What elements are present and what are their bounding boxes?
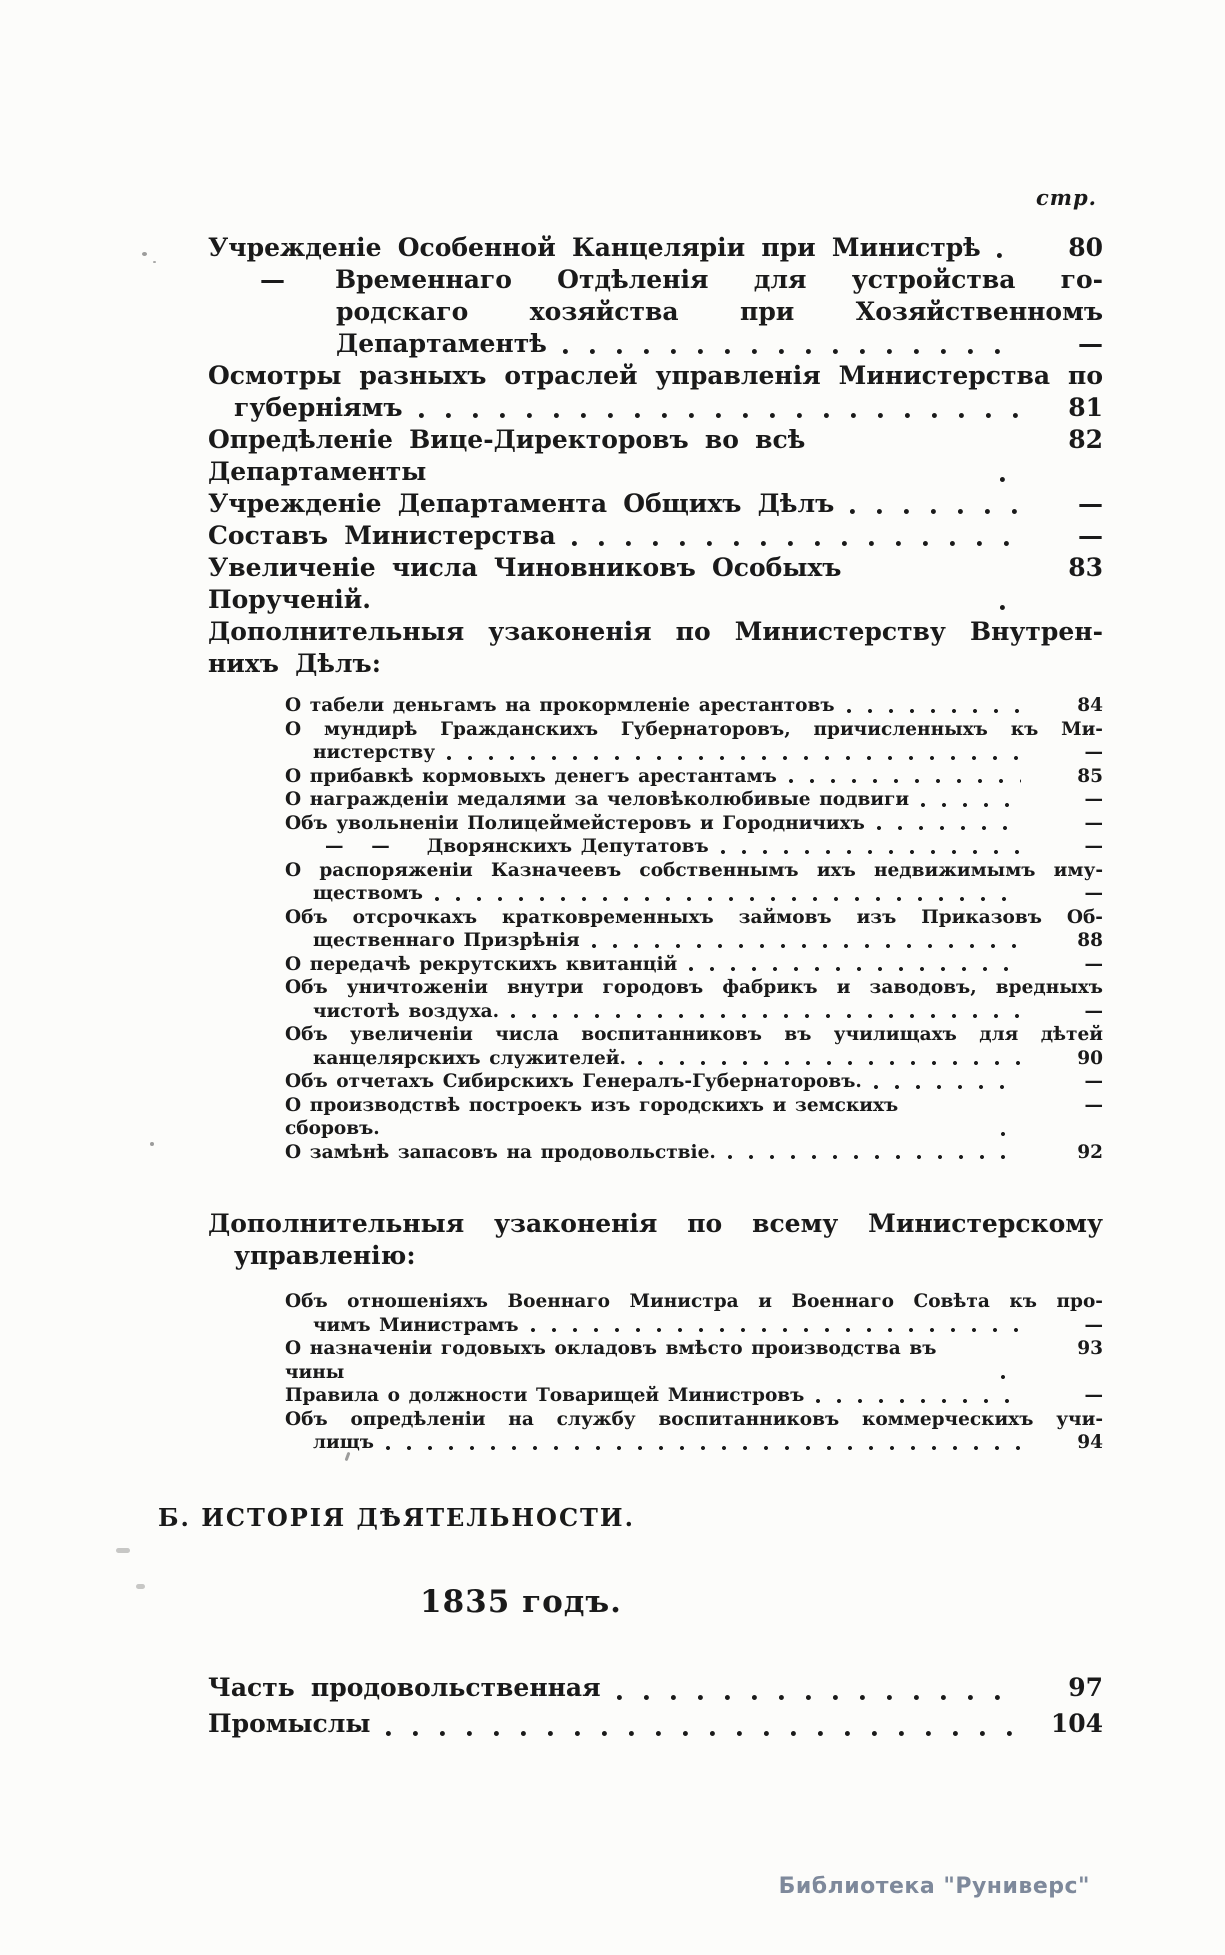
toc-entry	[285, 953, 1103, 977]
toc-main-block-2	[208, 1208, 1103, 1272]
toc-entry-text: чистотѣ воздуха.	[313, 1000, 500, 1022]
dot-leader	[592, 943, 1021, 949]
dot-leader	[511, 1013, 1021, 1019]
toc-entry-text: Объ опредѣленіи на службу воспитанниковъ коммерческихъ учи-	[285, 1408, 1103, 1430]
dot-leader	[721, 849, 1021, 855]
page-number: —	[1084, 812, 1103, 834]
toc-entry	[285, 835, 1103, 859]
toc-entry-line	[208, 296, 1103, 328]
toc-entry-line	[285, 1290, 1103, 1314]
toc-entry-text: нистерству	[313, 742, 436, 763]
toc-entry-text: Объ уничтоженіи внутри городовъ фабрикъ и заводовъ, вредныхъ	[285, 977, 1103, 998]
toc-entry-line	[285, 1023, 1103, 1047]
toc-entry-text: Осмотры разныхъ отраслей управленія Министерства по	[208, 361, 1103, 390]
toc-entry	[208, 520, 1103, 552]
toc-entry-line	[208, 264, 1103, 296]
toc-entry-text: — Временнаго Отдѣленія для устройства го-	[260, 265, 1103, 294]
toc-entry-line	[285, 882, 1103, 906]
page-number: 104	[1050, 1708, 1103, 1738]
toc-entry	[285, 1337, 1103, 1384]
toc-entry-line	[285, 1070, 1103, 1094]
toc-entry-text: родскаго хозяйства при Хозяйственномъ	[336, 297, 1103, 326]
toc-entry	[208, 552, 1103, 616]
page-number: 93	[1077, 1338, 1103, 1359]
page-number: —	[1084, 1314, 1103, 1336]
page-number: 82	[1068, 425, 1103, 454]
dot-leader	[728, 1154, 1021, 1160]
toc-entry-text: О производствѣ построекъ изъ городскихъ и земскихъ сборовъ.	[285, 1094, 907, 1139]
toc-entry	[285, 765, 1103, 789]
toc-entry-line	[285, 788, 1103, 812]
toc-entry	[285, 788, 1103, 812]
toc-entry-text: О мундирѣ Гражданскихъ Губернаторовъ, причисленныхъ къ Ми-	[285, 718, 1103, 740]
dot-leader	[921, 802, 1021, 808]
toc-entry-line	[208, 520, 1103, 552]
page-number: —	[1084, 1000, 1103, 1022]
page-number: 92	[1077, 1141, 1103, 1163]
page-number: —	[1084, 1094, 1103, 1116]
toc-entry-text: Департаментѣ	[336, 329, 547, 358]
toc-entry-text: Дополнительныя узаконенія по всему Министерскому	[208, 1209, 1103, 1238]
toc-entry	[285, 1384, 1103, 1408]
toc-entry-text: губерніямъ	[234, 393, 403, 422]
toc-entry	[208, 488, 1103, 520]
toc-entry-text: щественнаго Призрѣнія	[313, 930, 580, 951]
toc-entry-text: Составъ Министерства	[208, 521, 556, 550]
toc-entry-text: канцелярскихъ служителей.	[313, 1047, 626, 1069]
toc-entry-text: О назначеніи годовыхъ окладовъ вмѣсто производства въ чины	[285, 1338, 946, 1383]
toc-main-block-1	[208, 232, 1103, 680]
page-number: —	[1084, 836, 1103, 857]
toc-entry-line	[285, 1141, 1103, 1165]
toc-entry	[285, 1290, 1103, 1337]
toc-entry-text: О прибавкѣ кормовыхъ денегъ арестантамъ	[285, 765, 777, 787]
dot-leader	[1000, 476, 1019, 483]
toc-entry-line	[208, 552, 1103, 616]
toc-entry-line	[285, 718, 1103, 742]
dot-leader	[689, 966, 1021, 972]
dot-leader	[847, 708, 1021, 714]
dot-leader	[789, 778, 1021, 784]
dot-leader	[531, 1327, 1021, 1333]
dot-leader	[997, 252, 1019, 259]
toc-entry	[285, 694, 1103, 718]
dot-leader	[572, 540, 1019, 547]
dot-leader	[1000, 604, 1019, 611]
toc-entry-text: Объ увольненіи Полицеймейстеровъ и Городничихъ	[285, 812, 865, 834]
toc-entry-line	[208, 1208, 1103, 1240]
toc-entry-text: Увеличеніе числа Чиновниковъ Особыхъ Порученій.	[208, 553, 858, 614]
toc-final-block	[208, 1670, 1103, 1742]
toc-entry	[208, 616, 1103, 680]
dot-leader	[386, 1730, 1019, 1737]
dot-leader	[435, 896, 1021, 902]
toc-entry	[285, 718, 1103, 765]
toc-entry-line	[285, 812, 1103, 836]
toc-entry-line	[285, 1431, 1103, 1455]
toc-entry-text: О табели деньгамъ на прокормленіе арестантовъ	[285, 695, 835, 716]
page-number: 84	[1077, 695, 1103, 716]
toc-entry-text: ществомъ	[313, 883, 423, 904]
scan-speckle	[150, 1142, 154, 1146]
toc-entry-text: О распоряженіи Казначеевъ собственнымъ ихъ недвижимымъ иму-	[285, 859, 1103, 881]
page-number: 85	[1077, 765, 1103, 787]
toc-entry	[285, 906, 1103, 953]
toc-entry	[208, 264, 1103, 360]
toc-entry	[285, 1408, 1103, 1455]
toc-entry-text: О награжденіи медалями за человѣколюбивые подвиги	[285, 789, 910, 810]
page-number: —	[1078, 521, 1103, 550]
page-number: 90	[1077, 1047, 1103, 1069]
toc-entry-line	[208, 616, 1103, 648]
toc-entry-line	[285, 835, 1103, 859]
toc-entry-text: О замѣнѣ запасовъ на продовольствіе.	[285, 1141, 716, 1163]
toc-entry-line	[285, 929, 1103, 953]
library-watermark: Библиотека "Руниверс"	[778, 1874, 1090, 1899]
dot-leader	[386, 1445, 1021, 1451]
toc-entry-text: Дополнительныя узаконенія по Министерству Внутрен-	[208, 617, 1103, 646]
toc-entry-text: Правила о должности Товарищей Министровъ	[285, 1385, 805, 1406]
toc-entry-line	[208, 1240, 1103, 1272]
toc-entry-line	[285, 906, 1103, 930]
toc-entry-text: чимъ Министрамъ	[313, 1314, 519, 1336]
toc-entry-text: Объ отчетахъ Сибирскихъ Генералъ-Губернаторовъ.	[285, 1071, 862, 1092]
toc-entry-line	[285, 1337, 1103, 1384]
dot-leader	[816, 1398, 1021, 1404]
section-heading: Б. ИСТОРІЯ ДѢЯТЕЛЬНОСТИ.	[158, 1502, 635, 1532]
page-number: 97	[1068, 1672, 1103, 1702]
toc-entry-line	[208, 360, 1103, 392]
toc-entry-line	[285, 1384, 1103, 1408]
toc-entry-text: Учрежденіе Департамента Общихъ Дѣлъ	[208, 489, 835, 518]
toc-entry-line	[208, 1706, 1103, 1742]
page-number: 80	[1068, 233, 1103, 262]
toc-entry-line	[285, 953, 1103, 977]
toc-entry	[285, 859, 1103, 906]
toc-entry-text: Опредѣленіе Вице-Директоровъ во всѣ Департаменты	[208, 425, 822, 486]
dot-leader	[638, 1060, 1021, 1066]
dot-leader	[850, 508, 1019, 515]
toc-entry-line	[285, 1000, 1103, 1024]
dot-leader	[877, 825, 1021, 831]
page-column-label: стр.	[1035, 185, 1097, 210]
toc-entry-line	[285, 976, 1103, 1000]
toc-entry-line	[285, 741, 1103, 765]
toc-entry-line	[208, 232, 1103, 264]
toc-entry	[208, 1706, 1103, 1742]
page-number: —	[1084, 789, 1103, 810]
toc-entry	[208, 1208, 1103, 1272]
toc-entry-text: Объ увеличеніи числа воспитанниковъ въ училищахъ для дѣтей	[285, 1024, 1103, 1045]
toc-entry-text: О передачѣ рекрутскихъ квитанцій	[285, 953, 678, 975]
toc-entry-text: нихъ Дѣлъ:	[208, 649, 381, 678]
toc-entry-text: Объ отношеніяхъ Военнаго Министра и Военнаго Совѣта къ про-	[285, 1291, 1103, 1312]
dot-leader	[1001, 1374, 1021, 1380]
year-heading: 1835 годъ.	[420, 1583, 622, 1620]
page-number: 88	[1077, 930, 1103, 951]
scan-speckle	[142, 252, 147, 256]
toc-entry	[285, 1141, 1103, 1165]
scan-speckle	[136, 1584, 145, 1589]
page-number: —	[1084, 1385, 1103, 1406]
toc-entry	[208, 1670, 1103, 1706]
toc-entry	[285, 812, 1103, 836]
toc-entry-text: — — Дворянскихъ Депутатовъ	[325, 836, 709, 857]
toc-entry	[285, 1070, 1103, 1094]
page-number: —	[1084, 953, 1103, 975]
toc-entry	[208, 232, 1103, 264]
toc-entry-line	[285, 1408, 1103, 1432]
toc-entry-line	[208, 392, 1103, 424]
toc-entry-line	[285, 1094, 1103, 1141]
page-number: 81	[1068, 393, 1103, 422]
toc-sub-block-2	[285, 1290, 1103, 1455]
toc-entry-line	[285, 1047, 1103, 1071]
page-number: 83	[1068, 553, 1103, 582]
dot-leader	[563, 348, 1019, 355]
toc-entry-line	[208, 328, 1103, 360]
toc-entry-text: лищъ	[313, 1432, 374, 1453]
toc-entry-line	[285, 1314, 1103, 1338]
toc-entry-text: Учрежденіе Особенной Канцеляріи при Министрѣ	[208, 233, 981, 262]
toc-entry-line	[208, 648, 1103, 680]
page-number: —	[1078, 489, 1103, 518]
page-number: —	[1084, 883, 1103, 904]
toc-entry-line	[208, 1670, 1103, 1706]
dot-leader	[874, 1084, 1021, 1090]
toc-entry-text: Объ отсрочкахъ кратковременныхъ займовъ изъ Приказовъ Об-	[285, 906, 1103, 928]
toc-entry	[285, 1023, 1103, 1070]
toc-entry	[285, 976, 1103, 1023]
toc-entry-text: Часть продовольственная	[208, 1672, 601, 1702]
toc-entry-line	[285, 859, 1103, 883]
toc-entry	[285, 1094, 1103, 1141]
toc-entry-text: управленію:	[234, 1241, 416, 1270]
page-number: —	[1084, 742, 1103, 763]
page-number: —	[1078, 329, 1103, 358]
toc-entry-line	[285, 765, 1103, 789]
toc-entry-line	[208, 424, 1103, 488]
dot-leader	[617, 1694, 1019, 1701]
dot-leader	[1001, 1131, 1021, 1137]
dot-leader	[419, 412, 1019, 419]
toc-entry	[208, 360, 1103, 424]
toc-entry-line	[285, 694, 1103, 718]
toc-sub-block-1	[285, 694, 1103, 1164]
toc-entry-text: Промыслы	[208, 1708, 371, 1738]
toc-entry	[208, 424, 1103, 488]
page-number: 94	[1077, 1432, 1103, 1453]
toc-entry-line	[208, 488, 1103, 520]
scan-speckle	[116, 1548, 130, 1553]
dot-leader	[447, 755, 1021, 761]
page-number: —	[1084, 1071, 1103, 1092]
